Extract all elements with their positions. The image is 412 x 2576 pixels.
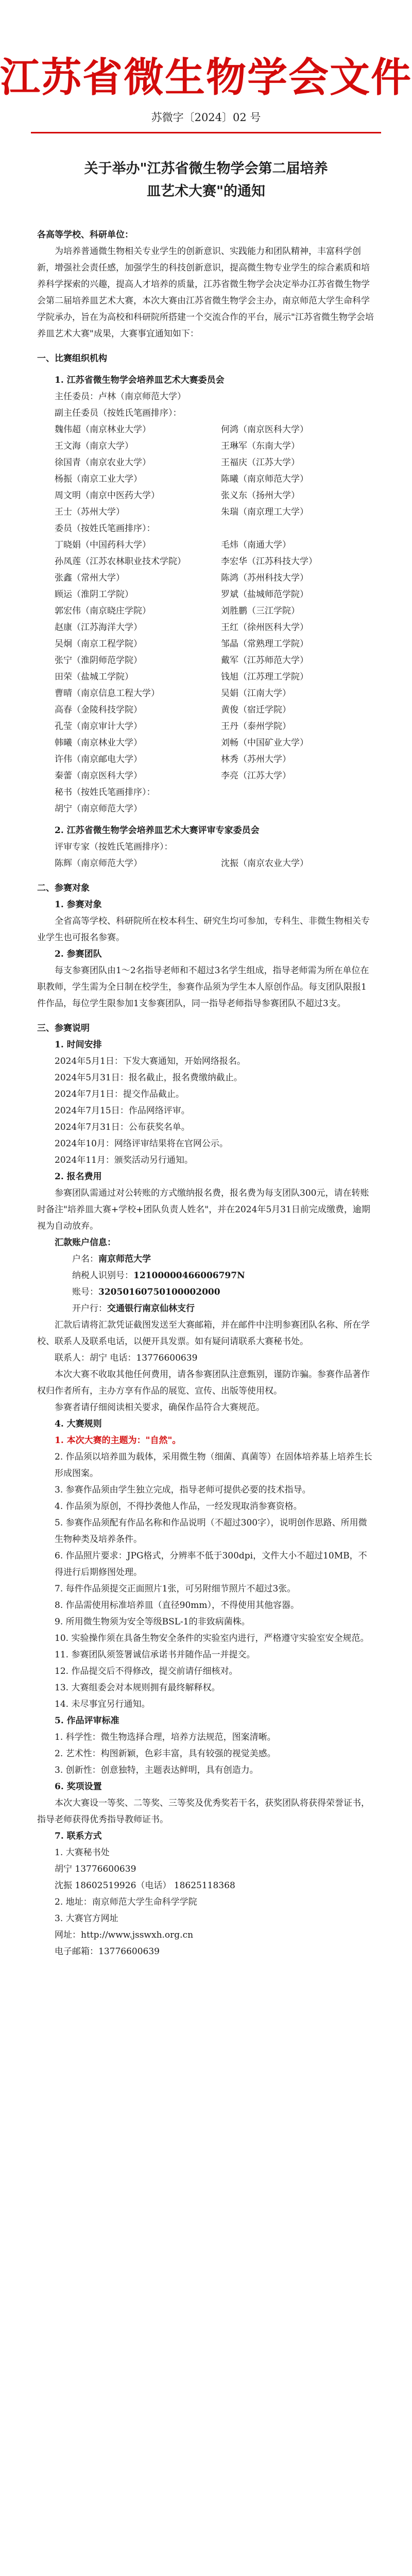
committee-member: 丁晓娟（中国药科大学） <box>55 540 151 550</box>
rule-item: 7. 每件作品须提交正面照片1张，可另附细节照片不超过3张。 <box>55 1584 296 1594</box>
committee-member: 秦蕾（南京医科大学） <box>55 771 142 781</box>
criteria-item: 2. 艺术性：构图新颖，色彩丰富，具有较强的视觉美感。 <box>55 1749 276 1759</box>
committee-member: 王士（苏州大学） <box>55 507 125 517</box>
rule-item: 12. 作品提交后不得修改，提交前请仔细核对。 <box>55 1666 238 1676</box>
salutation: 各高等学校、科研单位： <box>37 230 133 240</box>
criteria-item: 3. 创新性：创意独特，主题表达鲜明，具有创造力。 <box>55 1765 259 1775</box>
schedule-item: 2024年7月15日：作品网络评审。 <box>55 1106 190 1116</box>
participants-sub1-title: 1. 参赛对象 <box>55 900 102 910</box>
committee-member: 田荣（盐城工学院） <box>55 672 133 682</box>
committee-member: 朱瑞（南京理工大学） <box>221 507 308 517</box>
rule-item: 13. 大赛组委会对本规则拥有最终解释权。 <box>55 1683 220 1693</box>
committee-member: 高春（金陵科技学院） <box>55 705 142 715</box>
committee-member: 钱旭（江苏理工学院） <box>221 672 308 682</box>
notice-title <box>0 158 412 203</box>
rule-item: 6. 作品照片要求：JPG格式，分辨率不低于300dpi，文件大小不超过10MB，不得进行后期修图处理。 <box>55 1551 367 1578</box>
committee-member: 孔莹（南京审计大学） <box>55 721 142 732</box>
rule-item: 11. 参赛团队须签署诚信承诺书并随作品一并提交。 <box>55 1650 255 1660</box>
schedule-item: 2024年5月31日：报名截止，报名费缴纳截止。 <box>55 1073 243 1083</box>
expert-list <box>37 855 375 872</box>
committee-member: 王文海（南京大学） <box>55 441 133 451</box>
fee-contact: 联系人：胡宁 电话：13776600639 <box>55 1353 198 1363</box>
rule-item: 8. 作品需使用标准培养皿（直径90mm），不得使用其他容器。 <box>55 1600 299 1611</box>
committee-member: 郭宏伟（南京晓庄学院） <box>55 606 151 616</box>
prize-text: 本次大赛设一等奖、二等奖、三等奖及优秀奖若干名，获奖团队将获得荣誉证书，指导老师获得优秀指导教师证书。 <box>37 1798 370 1825</box>
section-schedule-heading: 三、参赛说明 <box>37 1023 90 1033</box>
committee-members-label: 委员（按姓氏笔画排序）： <box>55 523 156 534</box>
bank-field <box>37 1300 375 1317</box>
committee-member: 周文明（南京中医药大学） <box>55 490 160 501</box>
schedule-item: 2024年11月：颁奖活动另行通知。 <box>55 1155 193 1165</box>
participants-sub2-title: 2. 参赛团队 <box>55 949 102 959</box>
committee-member: 徐国青（南京农业大学） <box>55 457 151 468</box>
bank-field-key: 纳税人识别号： <box>72 1270 133 1281</box>
experts-heading: 2. 江苏省微生物学会培养皿艺术大赛评审专家委员会 <box>55 825 260 836</box>
committee-member: 毛炜（南通大学） <box>221 540 291 550</box>
bank-field-value: 南京师范大学 <box>98 1254 151 1264</box>
committee-member: 刘畅（中国矿业大学） <box>221 738 308 748</box>
committee-member: 吴娟（江南大学） <box>221 688 291 699</box>
committee-member: 王丹（泰州学院） <box>221 721 291 732</box>
committee-member: 何鸿（南京医科大学） <box>221 425 308 435</box>
experts-label: 评审专家（按姓氏笔画排序）： <box>55 842 173 852</box>
committee-member: 陈曦（南京师范大学） <box>221 474 308 484</box>
fee-extra: 本次大赛不收取其他任何费用，请各参赛团队注意甄别，谨防诈骗。参赛作品著作权归作者所有，主办方享有作品的展览、宣传、出版等使用权。 <box>37 1369 370 1396</box>
committee-member: 许伟（南京邮电大学） <box>55 754 142 765</box>
section-participants-heading: 二、参赛对象 <box>37 883 90 893</box>
bank-field-key: 账号： <box>72 1287 98 1297</box>
committee-member: 刘胜鹏（三江学院） <box>221 606 300 616</box>
title-line-1: 关于举办"江苏省微生物学会第二届培养 <box>84 161 328 177</box>
committee-heading: 1. 江苏省微生物学会培养皿艺术大赛委员会 <box>55 375 225 385</box>
bank-field-key: 开户行： <box>72 1303 107 1314</box>
participants-sub1-text: 全省高等学校、科研院所在校本科生、研究生均可参加，专科生、非微生物相关专业学生也可报名参赛。 <box>37 916 370 943</box>
committee-member: 邹晶（常熟理工学院） <box>221 639 308 649</box>
committee-member: 魏伟超（南京林业大学） <box>55 425 151 435</box>
schedule-fee-title: 2. 报名费用 <box>55 1172 102 1182</box>
committee-member: 王红（徐州医科大学） <box>221 622 308 633</box>
schedule-item: 2024年10月：网络评审结果将在官网公示。 <box>55 1139 228 1149</box>
contact-url[interactable]: 网址：http://www.jsswxh.org.cn <box>55 1930 194 1940</box>
body-content <box>37 227 375 1960</box>
fee-text: 参赛团队需通过对公转账的方式缴纳报名费，报名费为每支团队300元，请在转账时备注"培养皿大赛+学校+团队负责人姓名"，并在2024年5月31日前完成缴费，逾期视为自动放弃。 <box>37 1188 370 1231</box>
rules-theme-highlight: 1. 本次大赛的主题为："自然"。 <box>55 1435 181 1446</box>
participants-sub2-text: 每支参赛团队由1～2名指导老师和不超过3名学生组成，指导老师需为所在单位在职教师，学生需为全日制在校学生，参赛作品须为学生本人原创作品。每支团队限报1件作品，每位学生限参加1支参赛团队，同一指导老师指导参赛团队不超过3支。 <box>37 965 369 1009</box>
bank-info <box>37 1251 375 1317</box>
schedule-item: 2024年5月1日：下发大赛通知，开始网络报名。 <box>55 1056 246 1066</box>
committee-secretary: 胡宁（南京师范大学） <box>55 804 142 814</box>
bank-field-value: 交通银行南京仙林支行 <box>107 1303 195 1314</box>
bank-field-value: 12100000466006797N <box>133 1270 245 1281</box>
schedule-list <box>37 1053 375 1168</box>
fee-note: 汇款后请将汇款凭证截图发送至大赛邮箱，并在邮件中注明参赛团队名称、所在学校、联系人及联系电话，以便开具发票。如有疑问请联系大赛秘书处。 <box>37 1320 370 1347</box>
committee-secretary-label: 秘书（按姓氏笔画排序）： <box>55 787 156 798</box>
committee-member: 顾运（淮阴工学院） <box>55 589 133 600</box>
committee-member: 林秀（苏州大学） <box>221 754 291 765</box>
contact-secretariat: 1. 大赛秘书处 <box>55 1848 110 1858</box>
masthead: 江苏省微生物学会文件 <box>0 54 412 101</box>
committee-member: 孙凤莲（江苏农林职业技术学院） <box>55 556 186 567</box>
committee-member: 张宁（淮阴师范学院） <box>55 655 142 666</box>
criteria-heading: 5. 作品评审标准 <box>55 1716 119 1726</box>
rule-item: 4. 作品须为原创，不得抄袭他人作品，一经发现取消参赛资格。 <box>55 1501 302 1512</box>
contact-email[interactable]: 电子邮箱：13776600639 <box>55 1946 160 1957</box>
document-number: 苏微字〔2024〕02 号 <box>151 111 261 124</box>
red-divider <box>31 132 381 133</box>
committee-member: 罗斌（盐城师范学院） <box>221 589 308 600</box>
criteria-list <box>37 1729 375 1778</box>
committee-vice-label: 副主任委员（按姓氏笔画排序）： <box>55 408 182 418</box>
rule-item: 10. 实验操作须在具备生物安全条件的实验室内进行，严格遵守实验室安全规范。 <box>55 1633 369 1643</box>
intro-paragraph: 为培养普通微生物相关专业学生的创新意识、实践能力和团队精神，丰富科学创新，增强社会责任感，加强学生的科技创新意识，提高微生物专业学生的综合素质和培养科学探索的兴趣，提高人才培养的质量，江苏省微生物学会决定举办江苏省微生物学会第二届培养皿艺术大赛，本次大赛由江苏省微生物学会主办，南京师范大学生命科学学院承办，旨在为高校和科研院所搭建一个交流合作的平台，展示"江苏省微生物学会培养皿艺术大赛"成果，大赛事宜通知如下： <box>37 246 374 339</box>
prize-heading: 6. 奖项设置 <box>55 1782 102 1792</box>
committee-member: 戴军（江苏师范大学） <box>221 655 308 666</box>
vice-member-list <box>37 421 375 520</box>
committee-member: 王琳军（东南大学） <box>221 441 300 451</box>
contact-website-heading: 3. 大赛官方网址 <box>55 1913 118 1924</box>
committee-member: 吴炯（南京工程学院） <box>55 639 142 649</box>
account-label: 汇款账户信息： <box>55 1238 116 1248</box>
rules-list <box>37 1449 375 1713</box>
committee-member: 杨振（南京工业大学） <box>55 474 142 484</box>
bank-field <box>37 1251 375 1267</box>
bank-field-value: 32050160750100002000 <box>98 1287 220 1297</box>
committee-member: 张鑫（常州大学） <box>55 573 125 583</box>
secretary-list <box>37 801 375 817</box>
committee-chair: 主任委员：卢林（南京师范大学） <box>55 392 186 402</box>
bank-field-key: 户名： <box>72 1254 98 1264</box>
committee-member: 曹晴（南京信息工程大学） <box>55 688 160 699</box>
contact-person: 胡宁 13776600639 <box>55 1864 136 1874</box>
committee-member: 赵康（江苏海洋大学） <box>55 622 142 633</box>
rule-item: 9. 所用微生物须为安全等级BSL-1的非致病菌株。 <box>55 1617 250 1627</box>
member-list <box>37 537 375 784</box>
rule-item: 14. 未尽事宜另行通知。 <box>55 1699 150 1709</box>
rule-item: 2. 作品须以培养皿为载体，采用微生物（细菌、真菌等）在固体培养基上培养生长形成图案。 <box>55 1452 372 1479</box>
expert-member: 陈辉（南京师范大学） <box>55 858 142 869</box>
contact-address: 2. 地址：南京师范大学生命科学学院 <box>55 1897 197 1907</box>
criteria-item: 1. 科学性：微生物选择合理，培养方法规范，图案清晰。 <box>55 1732 276 1742</box>
contact-person: 沈振 18602519926（电话） 18625118368 <box>55 1880 235 1891</box>
schedule-item: 2024年7月31日：公布获奖名单。 <box>55 1122 190 1132</box>
committee-member: 韩曦（南京林业大学） <box>55 738 142 748</box>
section-org-heading: 一、比赛组织机构 <box>37 353 107 364</box>
expert-member: 沈振（南京农业大学） <box>221 858 308 869</box>
fee-extra-2: 参赛者请仔细阅读相关要求，确保作品符合大赛规范。 <box>55 1402 265 1413</box>
title-line-2: 皿艺术大赛"的通知 <box>146 183 266 199</box>
committee-member: 王福庆（江苏大学） <box>221 457 300 468</box>
contact-people <box>37 1861 375 1894</box>
contact-heading: 7. 联系方式 <box>55 1831 102 1841</box>
committee-member: 张义东（扬州大学） <box>221 490 300 501</box>
rule-item: 5. 参赛作品须配有作品名称和作品说明（不超过300字），说明创作思路、所用微生物种类及培养条件。 <box>55 1518 367 1545</box>
committee-member: 陈鸿（苏州科技大学） <box>221 573 308 583</box>
committee-member: 黄俊（宿迁学院） <box>221 705 291 715</box>
rule-item: 3. 参赛作品须由学生独立完成，指导老师可提供必要的技术指导。 <box>55 1485 311 1495</box>
schedule-sub1-title: 1. 时间安排 <box>55 1040 102 1050</box>
committee-member: 李宏华（江苏科技大学） <box>221 556 317 567</box>
bank-field <box>37 1284 375 1300</box>
schedule-item: 2024年7月1日：提交作品截止。 <box>55 1089 184 1099</box>
rules-heading: 4. 大赛规则 <box>55 1419 102 1429</box>
committee-member: 李亮（江苏大学） <box>221 771 291 781</box>
bank-field <box>37 1267 375 1284</box>
